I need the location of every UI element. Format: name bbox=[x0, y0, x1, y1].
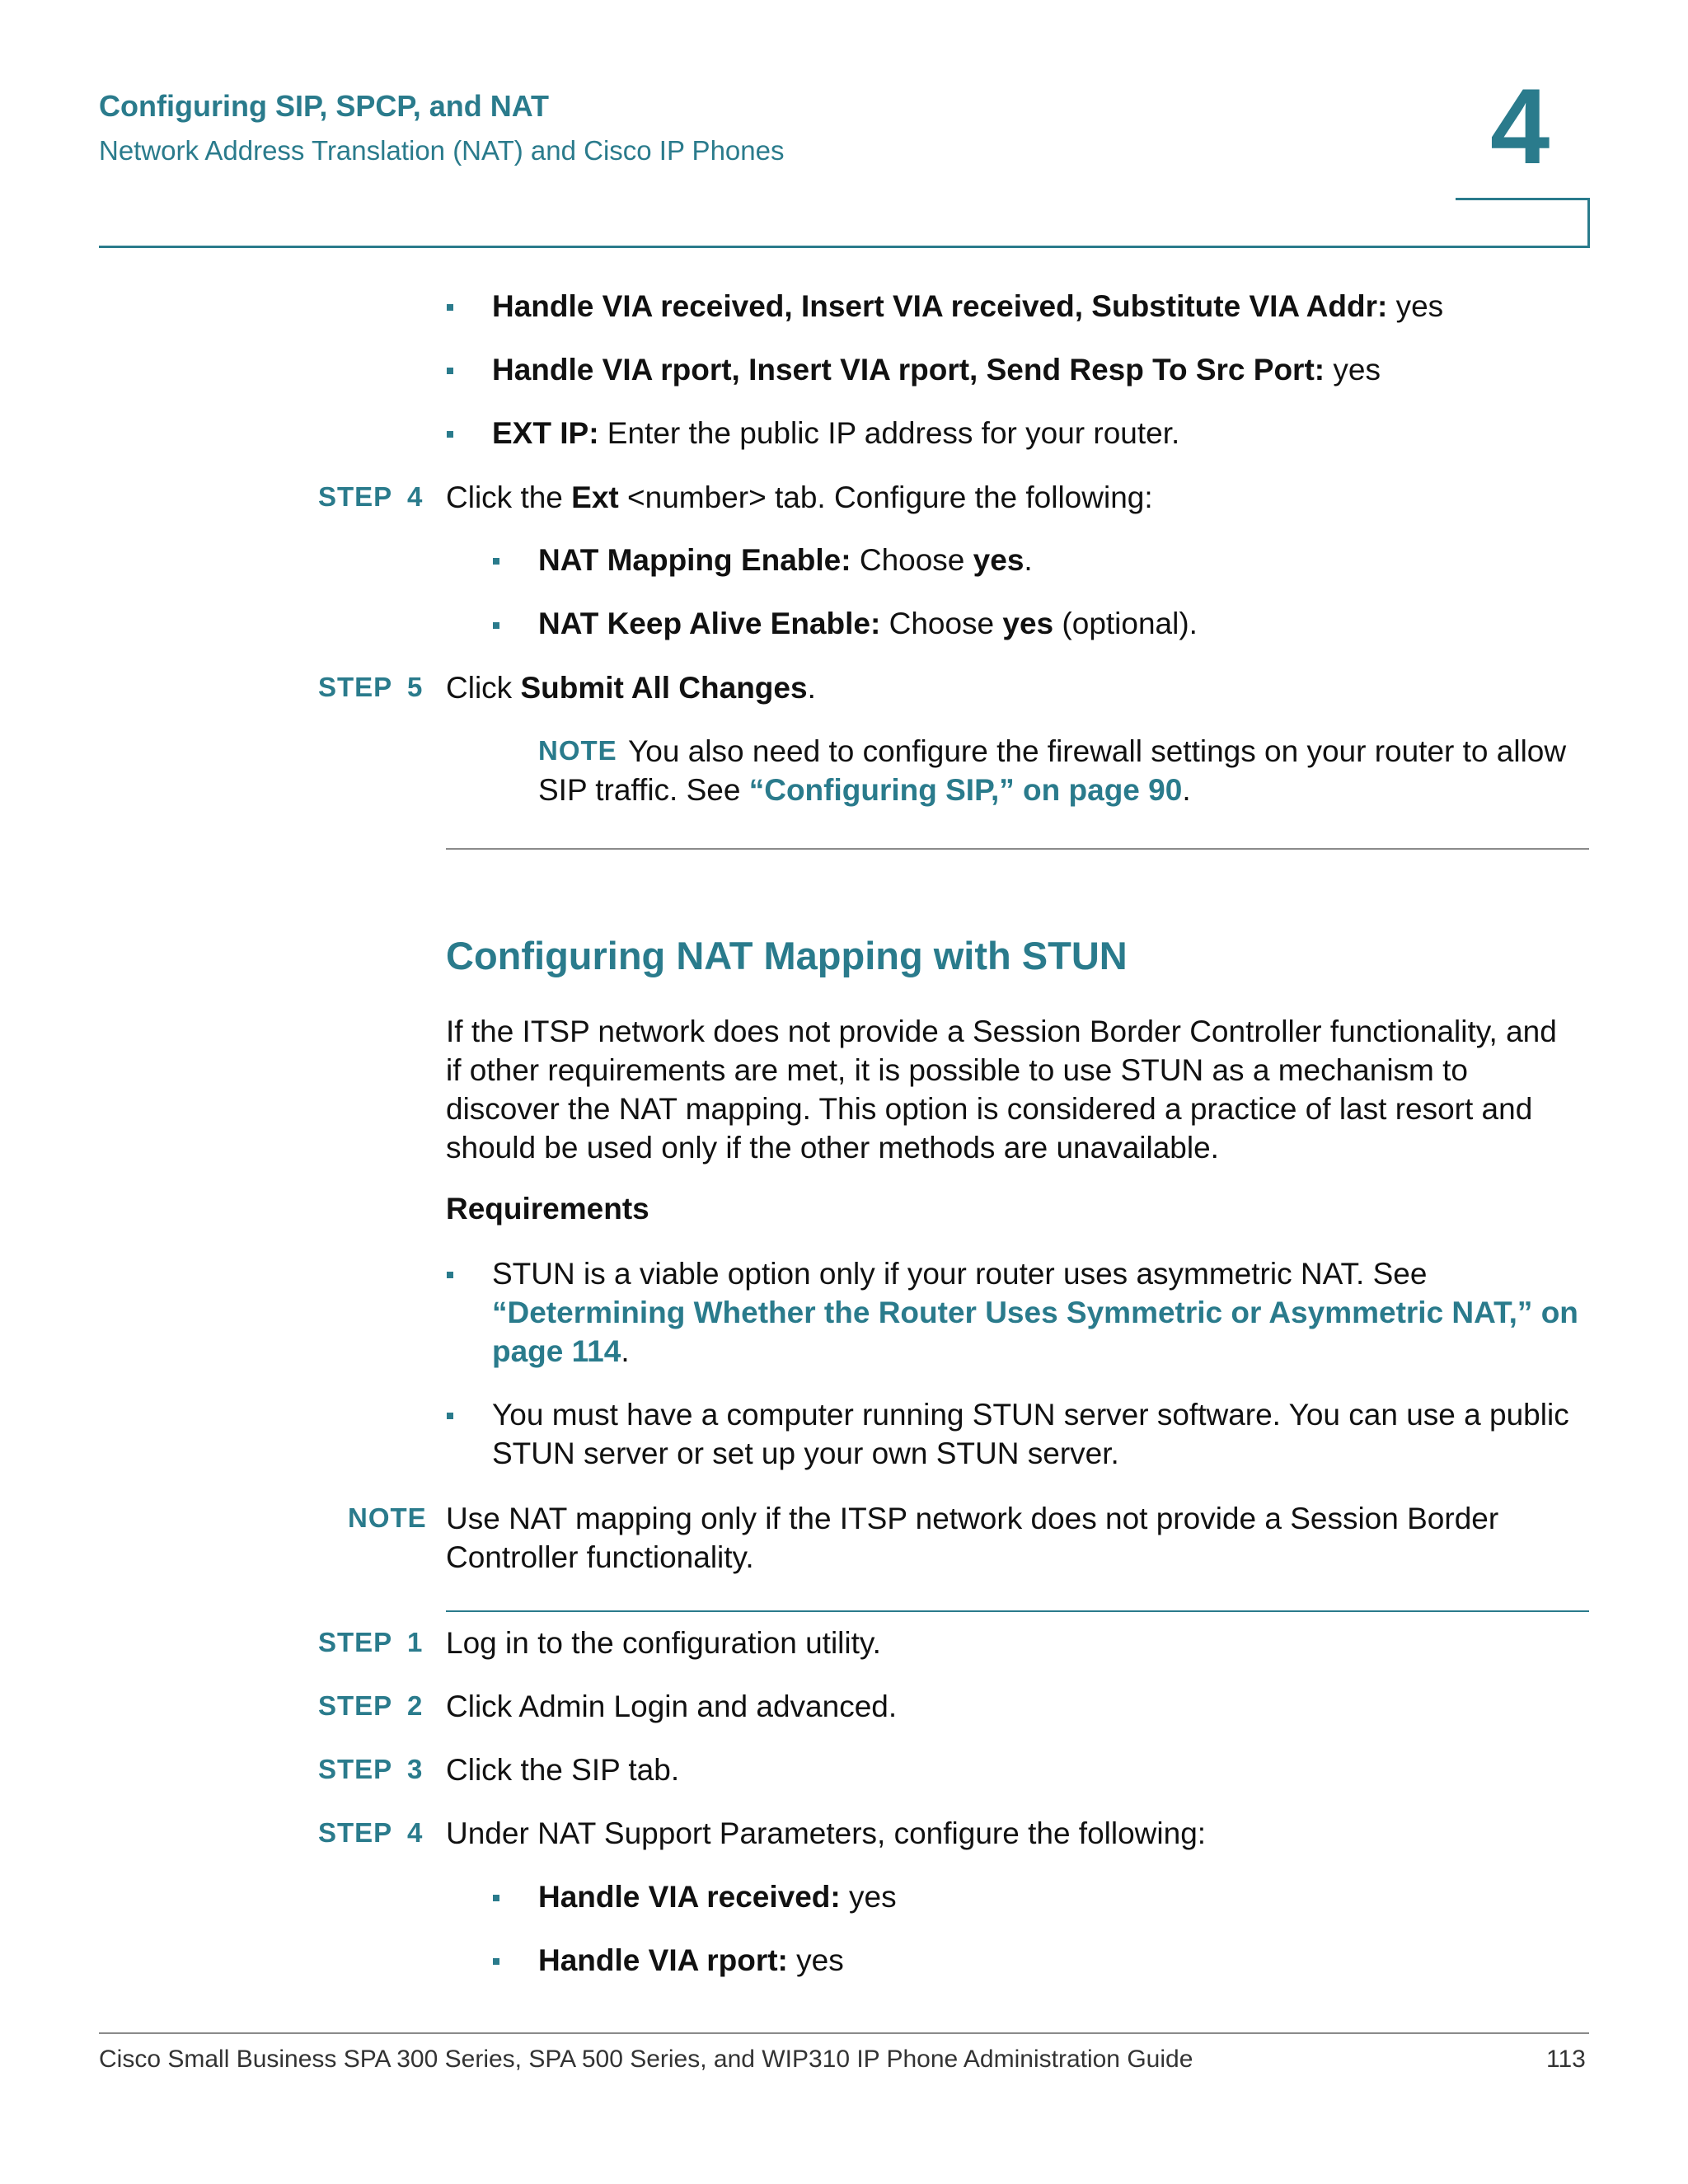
list-item bbox=[538, 1941, 844, 1980]
list-item-value: yes bbox=[1325, 353, 1381, 387]
list-item bbox=[538, 541, 1033, 579]
requirement-line: STUN server or set up your own STUN server. bbox=[492, 1436, 1119, 1470]
chapter-tab-frame bbox=[1456, 198, 1590, 248]
running-header-title: Configuring SIP, SPCP, and NAT bbox=[99, 89, 550, 123]
requirement-line: You must have a computer running STUN server software. You can use a public bbox=[492, 1398, 1569, 1432]
list-item-text: Choose bbox=[851, 543, 973, 577]
note-text-part: SIP traffic. See bbox=[538, 773, 749, 807]
bullet-marker bbox=[493, 622, 499, 629]
note-text-line2: Controller functionality. bbox=[446, 1540, 754, 1574]
paragraph-line: discover the NAT mapping. This option is considered a practice of last resort and bbox=[446, 1092, 1533, 1126]
section-divider bbox=[446, 848, 1589, 850]
paragraph-line: should be used only if the other methods are unavailable. bbox=[446, 1131, 1219, 1165]
list-item bbox=[492, 414, 1179, 452]
step-text-part: . bbox=[888, 1690, 898, 1723]
bullet-marker bbox=[493, 1958, 499, 1965]
note-label: NOTE bbox=[538, 735, 617, 766]
step-text-part: Click bbox=[446, 671, 521, 705]
step-text-part: , configure the following: bbox=[877, 1816, 1207, 1850]
chapter-number: 4 bbox=[1490, 66, 1550, 186]
ui-term: NAT Support Parameters bbox=[537, 1816, 878, 1850]
bullet-marker bbox=[447, 1413, 453, 1419]
running-header-subtitle: Network Address Translation (NAT) and Cisco IP Phones bbox=[99, 135, 785, 166]
step-label: STEP bbox=[318, 1690, 393, 1721]
paragraph-line: If the ITSP network does not provide a Session Border Controller functionality, and bbox=[446, 1015, 1557, 1048]
paragraph-line: if other requirements are met, it is possible to use STUN as a mechanism to bbox=[446, 1053, 1469, 1087]
header-rule bbox=[99, 246, 1589, 248]
list-item-term: NAT Keep Alive Enable: bbox=[538, 607, 881, 640]
requirement-line bbox=[492, 1332, 630, 1371]
step-text bbox=[446, 1750, 679, 1789]
list-item-term: Handle VIA rport, Insert VIA rport, Send Resp To Src Port: bbox=[492, 353, 1325, 387]
note-text-part: . bbox=[1182, 773, 1191, 807]
list-item-text: . bbox=[1024, 543, 1033, 577]
step-text-part: . bbox=[807, 671, 816, 705]
ui-term: Admin Login bbox=[518, 1690, 689, 1723]
step-text-part: and bbox=[688, 1690, 757, 1723]
step-number: 1 bbox=[407, 1627, 423, 1657]
bullet-marker bbox=[493, 558, 499, 565]
cross-reference-link[interactable]: page 114 bbox=[492, 1334, 621, 1368]
step-text-part: tab. bbox=[620, 1753, 680, 1787]
list-item-text: (optional). bbox=[1053, 607, 1198, 640]
subheading-requirements: Requirements bbox=[446, 1192, 649, 1226]
step-text-part: Click bbox=[446, 1690, 519, 1723]
step-label: STEP bbox=[318, 1627, 393, 1657]
requirement-text-part: . bbox=[621, 1334, 630, 1368]
list-item-value: yes bbox=[1387, 289, 1444, 323]
list-item bbox=[492, 350, 1381, 389]
bullet-marker bbox=[447, 1272, 453, 1278]
step-number: 3 bbox=[407, 1754, 423, 1784]
footer-guide-title: Cisco Small Business SPA 300 Series, SPA 500 Series, and WIP310 IP Phone Administration Guide bbox=[99, 2046, 1193, 2073]
step-text-part: <number> tab. Configure the following: bbox=[618, 480, 1153, 514]
step-label: STEP bbox=[318, 672, 393, 702]
step-number: 4 bbox=[407, 1817, 423, 1848]
list-item bbox=[538, 1877, 897, 1916]
requirement-line: STUN is a viable option only if your router uses asymmetric NAT. See bbox=[492, 1257, 1428, 1291]
list-item bbox=[538, 604, 1198, 643]
step-number: 4 bbox=[407, 481, 423, 512]
list-item-term: Handle VIA received, Insert VIA received, Substitute VIA Addr: bbox=[492, 289, 1388, 323]
section-heading: Configuring NAT Mapping with STUN bbox=[446, 934, 1128, 977]
bullet-marker bbox=[447, 368, 453, 374]
list-item-value: yes bbox=[787, 1943, 844, 1977]
ui-term: SIP bbox=[571, 1753, 621, 1787]
step-number: 2 bbox=[407, 1690, 423, 1721]
note-text-line1: You also need to configure the firewall settings on your router to allow bbox=[628, 734, 1567, 768]
list-item-term: NAT Mapping Enable: bbox=[538, 543, 851, 577]
step-text bbox=[446, 668, 816, 707]
step-number: 5 bbox=[407, 672, 423, 702]
bullet-marker bbox=[493, 1895, 499, 1901]
list-item bbox=[492, 287, 1443, 326]
cross-reference-link[interactable]: “Configuring SIP,” on page 90 bbox=[748, 773, 1183, 807]
ui-term: Ext bbox=[571, 480, 619, 514]
step-text bbox=[446, 1687, 897, 1726]
step-label: STEP bbox=[318, 481, 393, 512]
step-text-part: Log in to the configuration utility. bbox=[446, 1626, 881, 1660]
note-text-line2 bbox=[538, 771, 1191, 809]
page-number: 113 bbox=[1546, 2046, 1586, 2073]
list-item-term: Handle VIA received: bbox=[538, 1880, 841, 1914]
step-text-part: Under bbox=[446, 1816, 538, 1850]
cross-reference-link[interactable]: “Determining Whether the Router Uses Symmetric or Asymmetric NAT,” on bbox=[492, 1296, 1578, 1329]
list-item-term: Handle VIA rport: bbox=[538, 1943, 788, 1977]
footer-rule bbox=[99, 2032, 1589, 2034]
ui-term: advanced bbox=[756, 1690, 889, 1723]
step-label: STEP bbox=[318, 1817, 393, 1848]
step-text-part: Click the bbox=[446, 1753, 572, 1787]
bullet-marker bbox=[447, 431, 453, 438]
list-item-value: Enter the public IP address for your router. bbox=[598, 416, 1180, 450]
note-text-line1: Use NAT mapping only if the ITSP network does not provide a Session Border bbox=[446, 1502, 1499, 1535]
ui-term: Submit All Changes bbox=[520, 671, 808, 705]
list-item-value: yes bbox=[973, 543, 1025, 577]
step-text bbox=[446, 1624, 881, 1662]
list-item-value: yes bbox=[840, 1880, 897, 1914]
list-item-value: yes bbox=[1002, 607, 1054, 640]
note-label: NOTE bbox=[348, 1502, 427, 1533]
step-text bbox=[446, 1814, 1206, 1853]
list-item-text: Choose bbox=[880, 607, 1003, 640]
list-item-term: EXT IP: bbox=[492, 416, 599, 450]
procedure-rule bbox=[446, 1610, 1589, 1612]
step-label: STEP bbox=[318, 1754, 393, 1784]
bullet-marker bbox=[447, 304, 453, 311]
step-text bbox=[446, 478, 1153, 517]
step-text-part: Click the bbox=[446, 480, 572, 514]
